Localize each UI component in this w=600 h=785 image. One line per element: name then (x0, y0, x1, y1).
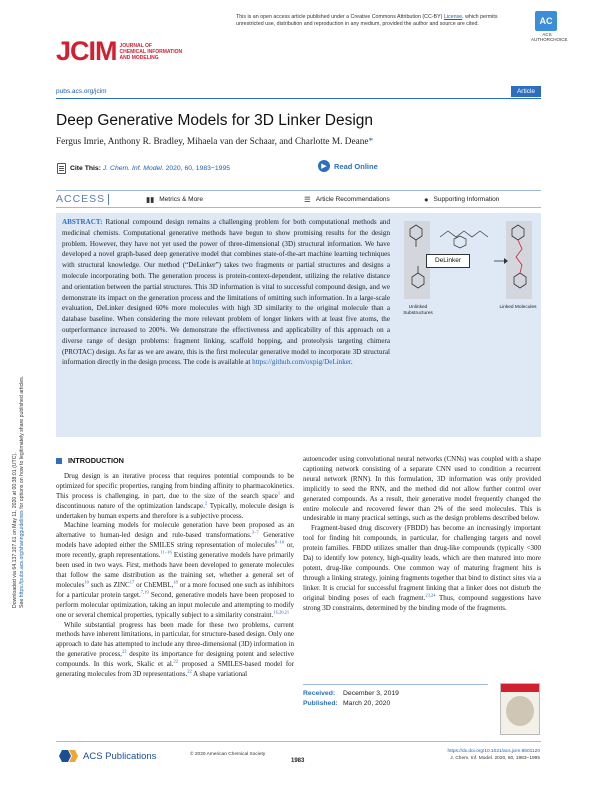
journal-full-name: JOURNAL OF CHEMICAL INFORMATION AND MODELING (119, 42, 183, 61)
header-divider (56, 98, 541, 99)
linked-molecule-drawing (506, 221, 532, 299)
body-column-left (56, 455, 294, 680)
license-notice: This is an open access article published under a Creative Commons Attribution (CC-BY) License, which permits unrestricted use, distribution and reproduction in any medium, provided the author and source are cited. (236, 14, 498, 27)
license-link[interactable]: License (443, 14, 463, 20)
supporting-information-link[interactable]: ● Supporting Information (424, 195, 500, 204)
abstract-label: ABSTRACT: (62, 218, 103, 226)
journal-reference: J. Chem. Inf. Model. 2020, 60, 1983−1995 (450, 755, 540, 761)
cover-image (506, 696, 534, 726)
delinker-box: DeLinker (426, 254, 470, 268)
info-circle-icon: ● (424, 195, 429, 204)
cite-document-icon (57, 163, 66, 174)
citation-journal-link[interactable]: J. Chem. Inf. Model. 2020, 60, 1983−1995 (102, 165, 231, 172)
author-choice-badge-icon: AC (535, 11, 557, 31)
abstract-box (56, 213, 541, 437)
acs-publications-logo[interactable]: ACS Publications (58, 749, 156, 763)
body-column-right (303, 455, 541, 614)
read-online-button[interactable]: ▶ Read Online (318, 160, 378, 172)
journal-cover-thumbnail[interactable] (500, 683, 540, 735)
copyright-notice: © 2020 American Chemical Society (190, 752, 266, 757)
toc-graphic (398, 217, 536, 347)
page-number: 1983 (291, 758, 305, 764)
access-divider (108, 194, 109, 205)
paragraph: Drug design is an iterative process that requires potential compounds to be optimized for specific properties, ranging from binding affinity to pharmacokinetics. This process is challenging, in part, due to the size of the search space$^1$ and discontinuous nature of the optimization landscape.$^2$ Typically, molecule design is undertaken by human experts and therefore is a subjective process. (56, 471, 294, 520)
access-label: ACCESS (56, 193, 106, 205)
article-type-badge: Article (511, 86, 541, 97)
code-repository-link[interactable]: https://github.com/oxpig/DeLinker (252, 358, 351, 367)
acs-hexagon-icon (58, 749, 78, 763)
article-title: Deep Generative Models for 3D Linker Design (56, 112, 374, 129)
cover-band (501, 684, 539, 692)
doi-link[interactable]: https://dx.doi.org/10.1021/acs.jcim.9b01120 (447, 749, 540, 754)
journal-logo (56, 38, 182, 65)
abstract-text: DeLinker Unlinked Substructures Linked Molecules ABSTRACT: Rational compound design remains a challenging problem for both computational methods and medicinal chemists. Computational generative methods have begun to show promising results for the design problem. However, they have not yet used the power of three-dimensional (3D) structural information. We have developed a novel graph-based deep generative model that combines state-of-the-art machine learning techniques with structural knowledge. Our method (“DeLinker”) takes two fragments or partial structures and designs a molecule incorporating both. The generation process is protein-context-dependent, utilizing the relative distance and orientation between the partial structures. This 3D information is vital to successful compound design, and we demonstrate its impact on the generation process and the limitations of omitting such information. In a large-scale evaluation, DeLinker designed 60% more molecules with high 3D similarity to the original molecule than a database baseline. When considering the more relevant problem of longer linkers with at least five atoms, the outperformance increased to 200%. We demonstrate the effectiveness and applicability of this approach on a diverse range of design problems: fragment linking, scaffold hopping, and proteolysis targeting chimera (PROTAC) design. As far as we are aware, this is the first molecular generative model to incorporate 3D structural information directly in the design process. The code is available at https://github.com/oxpig/DeLinker. (62, 218, 537, 367)
paragraph: While substantial progress has been made for these two problems, current methods have inherent limitations, in particular, for structure-based design. Only one approach to date has attempted to include any three-dimensional (3D) information in the generative process,$^{22}$ despite its importance for designing potent and selective compounds. In this work, Skalic et al.$^{22}$ proposed a SMILES-based model for generating molecules from 3D representations.$^{22}$ A shape variational (56, 620, 294, 679)
read-online-icon: ▶ (318, 160, 330, 172)
author-list: Fergus Imrie, Anthony R. Bradley, Mihaela van der Schaar, and Charlotte M. Deane* (56, 137, 374, 147)
doi-block (440, 749, 540, 762)
access-bar (56, 190, 541, 208)
paragraph: autoencoder using convolutional neural networks (CNNs) was coupled with a shape captioning network consisting of a separate CNN used to condition a recurrent neural network (RNN). In this formulation, 3D information was only provided implicitly to seed the RNN, and the method did not allow further control over generated compounds. As a result, their generative model frequently changed the entire molecule and recovered fewer than 2% of the seed molecules. This is undesirable in many practical settings, such as the design problems described below. (303, 455, 541, 523)
linker-structure-drawing (440, 231, 488, 248)
journal-url-link[interactable]: pubs.acs.org/jcim (56, 88, 107, 95)
journal-abbrev: JCIM (56, 36, 117, 66)
section-square-icon (56, 458, 62, 464)
author-choice-label: ACS AUTHORCHOICE (531, 32, 568, 42)
toc-graphic-svg (398, 217, 536, 347)
download-side-note: Downloaded via 64.137.107.61 on May 11, 2020 at 00:38:01 (UTC). See https://pubs.acs.org/sharingguidelines for options on how to legitimately share published articles. (12, 375, 25, 608)
published-date: March 20, 2020 (343, 700, 391, 707)
received-date: December 3, 2019 (343, 690, 399, 697)
dates-divider (303, 684, 488, 685)
bar-chart-icon: ▮▮ (146, 195, 155, 204)
article-recommendations-link[interactable]: ☰ Article Recommendations (304, 195, 390, 204)
citation-line: Cite This: J. Chem. Inf. Model. 2020, 60, 1983−1995 (70, 165, 231, 172)
sharing-guidelines-link[interactable]: https://pubs.acs.org/sharingguidelines (19, 510, 25, 598)
linked-molecules-label: Linked Molecules (499, 305, 537, 310)
footer-divider (56, 741, 541, 742)
paragraph: Machine learning models for molecule generation have been proposed as an alternative to human-led design and rule-based transformations.$^{3-7}$ Generative models have adopted either the SMILES string representation of molecules$^{8-10}$ or, more recently, graph representations.$^{11-16}$ Existing generative models have primarily been used in two ways. First, methods have been developed to generate molecules that follow the same distribution as the training set, whether a general set of molecules$^{10}$ such as ZINC$^{17}$ or ChEMBL,$^{18}$ or a more focused one such as inhibitors for a particular protein target.$^{7,19}$ Second, generative models have been proposed to perform molecular optimization, taking an input molecule and attempting to modify one or several chemical properties, typically subject to a similarity constraint.$^{16,20,21}$ (56, 521, 294, 619)
corresponding-author-mark[interactable]: * (368, 137, 374, 147)
metrics-more-link[interactable]: ▮▮ Metrics & More (146, 195, 203, 204)
paragraph: Fragment-based drug discovery (FBDD) has become an increasingly important tool for finding hit compounds, in particular, for challenging targets and novel protein families. FBDD utilizes smaller than drug-like compounds (typically <300 Da) to identify low potency, high-quality leads, which are then matured into more potent, drug-like compounds. One common way of maturing fragment hits is through a linking strategy, joining fragments together that bind to distinct sites via a linker. It is crucial for successful fragment linking that a linker does not disturb the original binding poses of each fragment.$^{23,24}$ Thus, compound suggestions have strong 3D constraints, determined by the binding mode of the fragments. (303, 524, 541, 612)
article-dates: Received: December 3, 2019 Published: March 20, 2020 (303, 690, 399, 707)
list-icon: ☰ (304, 195, 311, 204)
introduction-heading: INTRODUCTION (56, 456, 294, 466)
unlinked-substructures-label: Unlinked Substructures (403, 305, 433, 316)
